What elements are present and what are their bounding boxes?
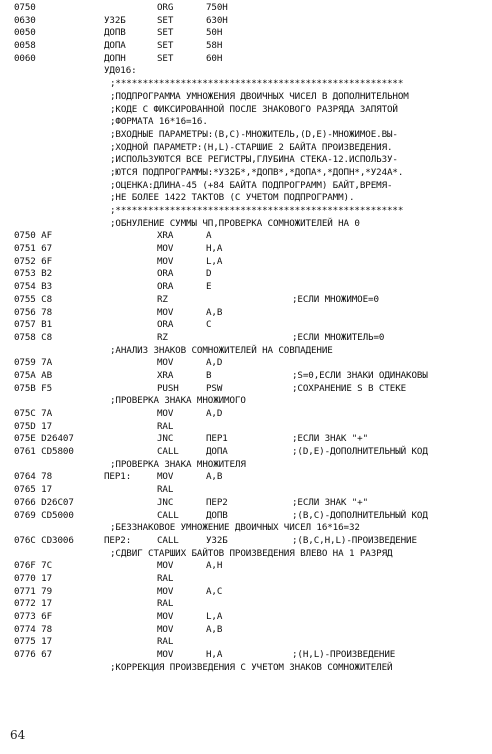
address-code: 0750 [14,2,36,13]
address-code: 0058 [14,40,36,52]
opcode: MOV [157,255,174,267]
operand: L,A [206,611,223,622]
comment: ;ЕСЛИ ЗНАК "+" [292,433,369,445]
label: ДОПА [104,40,126,52]
opcode: JNC [157,433,174,445]
opcode: MOV [157,408,174,419]
code-line [14,649,486,662]
comment: ;ЕСЛИ МНОЖИТЕЛЬ=0 [292,331,385,343]
address-code: 075E D26407 [14,433,74,445]
label: ДОПН [104,52,126,64]
code-line [14,510,486,523]
address-code: 0050 [14,27,36,39]
opcode: ORA [157,281,174,293]
comment-line [14,395,486,408]
code-line [14,497,486,510]
code-line [14,40,486,53]
code-line [14,636,486,649]
comment-text: ;БЕЗЗНАКОВОЕ УМНОЖЕНИЕ ДВОИЧНЫХ ЧИСЕЛ 16*16=32 [110,522,360,534]
label: УД016: [104,65,137,77]
address-code: 0764 78 [14,471,53,483]
comment-text: ;***************************************************** [110,78,404,90]
comment: ;(B,C)-ДОПОЛНИТЕЛЬНЫЙ КОД [292,509,428,521]
opcode: XRA [157,369,174,381]
code-line [14,27,486,40]
comment-line [14,104,486,117]
opcode: ORG [157,2,174,13]
comment-line [14,459,486,472]
code-line [14,319,486,332]
code-line [14,243,486,256]
operand: D [206,268,212,280]
address-code: 0755 C8 [14,293,53,305]
opcode: MOV [157,560,174,572]
code-line [14,433,486,446]
opcode: SET [157,14,174,26]
address-code: 0753 B2 [14,268,53,280]
comment-text: ;ХОДНОЙ ПАРАМЕТР:(H,L)-СТАРШИЕ 2 БАЙТА ПРОИЗВЕДЕНИЯ. [110,141,393,153]
page-number: 64 [10,728,26,742]
label: У32Б [104,14,126,26]
code-line [14,256,486,269]
address-code: 0757 B1 [14,319,53,331]
comment-line [14,218,486,231]
comment-text: ;КОРРЕКЦИЯ ПРОИЗВЕДЕНИЯ С УЧЕТОМ ЗНАКОВ СОМНОЖИТЕЛЕЙ [110,661,393,673]
code-line [14,294,486,307]
code-line [14,624,486,637]
operand: C [206,319,212,331]
operand: ДОПВ [206,509,228,521]
code-line [14,281,486,294]
comment-line [14,129,486,142]
address-code: 0750 AF [14,230,53,242]
opcode: CALL [157,509,179,521]
address-code: 0758 C8 [14,331,53,343]
address-code: 0751 67 [14,243,53,255]
opcode: ORA [157,319,174,331]
address-code: 0761 CD5800 [14,446,74,458]
comment: ;(H,L)-ПРОИЗВЕДЕНИЕ [292,649,396,661]
opcode: XRA [157,230,174,242]
address-code: 0630 [14,14,36,26]
operand: A,D [206,408,223,419]
comment-text: ;АНАЛИЗ ЗНАКОВ СОМНОЖИТЕЛЕЙ НА СОВПАДЕНИЕ [110,344,333,356]
operand: L,A [206,255,223,267]
comment-line [14,78,486,91]
opcode: RAL [157,598,174,610]
code-line [14,535,486,548]
comment-line [14,345,486,358]
code-line [14,230,486,243]
code-line [14,421,486,434]
opcode: MOV [157,649,174,661]
comment-line [14,116,486,129]
code-line [14,383,486,396]
opcode: SET [157,40,174,52]
operand: A,D [206,357,223,369]
address-code: 0776 67 [14,649,53,661]
address-code: 076F 7C [14,560,53,572]
operand: B [206,369,212,381]
comment: ;СОХРАНЕНИЕ S В СТЕКЕ [292,382,407,394]
code-line [14,446,486,459]
address-code: 075D 17 [14,420,53,432]
comment-line [14,192,486,205]
assembly-listing [14,2,486,674]
opcode: SET [157,27,174,39]
address-code: 0766 D26C07 [14,496,74,508]
comment-text: ;ПРОВЕРКА ЗНАКА МНОЖИТЕЛЯ [110,458,246,470]
label: ПЕР1: [104,471,132,483]
operand: 750H [206,2,228,13]
operand: 50H [206,27,223,39]
comment-line [14,91,486,104]
operand: H,A [206,649,223,661]
code-line [14,357,486,370]
comment-text: ;КОДЕ С ФИКСИРОВАННОЙ ПОСЛЕ ЗНАКОВОГО РАЗРЯДА ЗАПЯТОЙ [110,103,398,115]
opcode: RAL [157,636,174,648]
comment-text: ;ОЦЕНКА:ДЛИНА-45 (+84 БАЙТА ПОДПРОГРАММ) БАЙТ,ВРЕМЯ- [110,179,393,191]
code-line [14,560,486,573]
opcode: MOV [157,471,174,483]
opcode: ORA [157,268,174,280]
code-line [14,2,486,15]
operand: A,B [206,471,223,483]
opcode: MOV [157,611,174,622]
code-line [14,471,486,484]
label: ПЕР2: [104,534,132,546]
address-code: 0756 78 [14,306,53,318]
opcode: RAL [157,572,174,584]
address-code: 0774 78 [14,623,53,635]
opcode: MOV [157,243,174,255]
address-code: 0754 B3 [14,281,53,293]
address-code: 076C CD3006 [14,534,74,546]
operand: PSW [206,382,223,394]
comment-line [14,65,486,78]
comment-text: ;ПОДПРОГРАММА УМНОЖЕНИЯ ДВОИЧНЫХ ЧИСЕЛ В ДОПОЛНИТЕЛЬНОМ [110,90,409,102]
code-line [14,307,486,320]
operand: A,B [206,623,223,635]
operand: У32Б [206,534,228,546]
operand: E [206,281,212,293]
comment-text: ;ЮТСЯ ПОДПРОГРАММЫ:*У32Б*,*ДОПВ*,*ДОПА*,*ДОПН*,*У24А*. [110,166,404,178]
operand: A,C [206,585,223,597]
label: ДОПВ [104,27,126,39]
code-line [14,408,486,421]
comment: ;S=0,ЕСЛИ ЗНАКИ ОДИНАКОВЫ [292,369,428,381]
code-line [14,484,486,497]
operand: A,H [206,560,223,572]
comment-text: ;ФОРМАТА 16*16=16. [110,116,208,128]
comment: ;ЕСЛИ МНОЖИМОЕ=0 [292,293,379,305]
opcode: MOV [157,357,174,369]
comment-text: ;ВХОДНЫЕ ПАРАМЕТРЫ:(B,C)-МНОЖИТЕЛЬ,(D,E)-МНОЖИМОЕ.ВЫ- [110,128,398,140]
comment: ;(D,E)-ДОПОЛНИТЕЛЬНЫЙ КОД [292,446,428,458]
comment-line [14,180,486,193]
code-line [14,370,486,383]
address-code: 0772 17 [14,598,53,610]
address-code: 0769 CD5000 [14,509,74,521]
address-code: 0759 7A [14,357,53,369]
comment-text: ;СДВИГ СТАРШИХ БАЙТОВ ПРОИЗВЕДЕНИЯ ВЛЕВО НА 1 РАЗРЯД [110,547,393,559]
code-line [14,586,486,599]
opcode: JNC [157,496,174,508]
code-line [14,573,486,586]
address-code: 0770 17 [14,572,53,584]
operand: H,A [206,243,223,255]
operand: A [206,230,212,242]
opcode: MOV [157,623,174,635]
comment-line [14,154,486,167]
address-code: 075C 7A [14,408,53,419]
comment-line [14,522,486,535]
code-line [14,53,486,66]
opcode: MOV [157,585,174,597]
address-code: 075A AB [14,369,53,381]
comment-text: ;ОБНУЛЕНИЕ СУММЫ ЧП,ПРОВЕРКА СОМНОЖИТЕЛЕЙ НА 0 [110,217,360,229]
operand: 630H [206,14,228,26]
comment-text: ;ПРОВЕРКА ЗНАКА МНОЖИМОГО [110,395,246,407]
code-line [14,268,486,281]
comment-text: ;***************************************************** [110,205,404,216]
comment-text: ;ИСПОЛЬЗУЮТСЯ ВСЕ РЕГИСТРЫ,ГЛУБИНА СТЕКА-12.ИСПОЛЬЗУ- [110,154,398,166]
comment-line [14,142,486,155]
opcode: RZ [157,293,168,305]
comment-line [14,205,486,218]
comment-line [14,548,486,561]
address-code: 0060 [14,52,36,64]
opcode: PUSH [157,382,179,394]
opcode: SET [157,52,174,64]
code-line [14,611,486,624]
opcode: RZ [157,331,168,343]
operand: A,B [206,306,223,318]
comment-line [14,167,486,180]
code-line [14,598,486,611]
operand: 58H [206,40,223,52]
address-code: 0771 79 [14,585,53,597]
operand: ПЕР1 [206,433,228,445]
address-code: 0765 17 [14,484,53,496]
address-code: 0752 6F [14,255,53,267]
code-line [14,332,486,345]
code-line [14,15,486,28]
comment: ;(B,C,H,L)-ПРОИЗВЕДЕНИЕ [292,534,417,546]
address-code: 075B F5 [14,382,53,394]
opcode: CALL [157,446,179,458]
operand: ДОПА [206,446,228,458]
comment-text: ;НЕ БОЛЕЕ 1422 ТАКТОВ (С УЧЕТОМ ПОДПРОГРАММ). [110,192,355,204]
opcode: MOV [157,306,174,318]
comment-line [14,662,486,675]
operand: 60H [206,52,223,64]
operand: ПЕР2 [206,496,228,508]
opcode: CALL [157,534,179,546]
address-code: 0773 6F [14,611,53,622]
opcode: RAL [157,484,174,496]
comment: ;ЕСЛИ ЗНАК "+" [292,496,369,508]
opcode: RAL [157,420,174,432]
address-code: 0775 17 [14,636,53,648]
